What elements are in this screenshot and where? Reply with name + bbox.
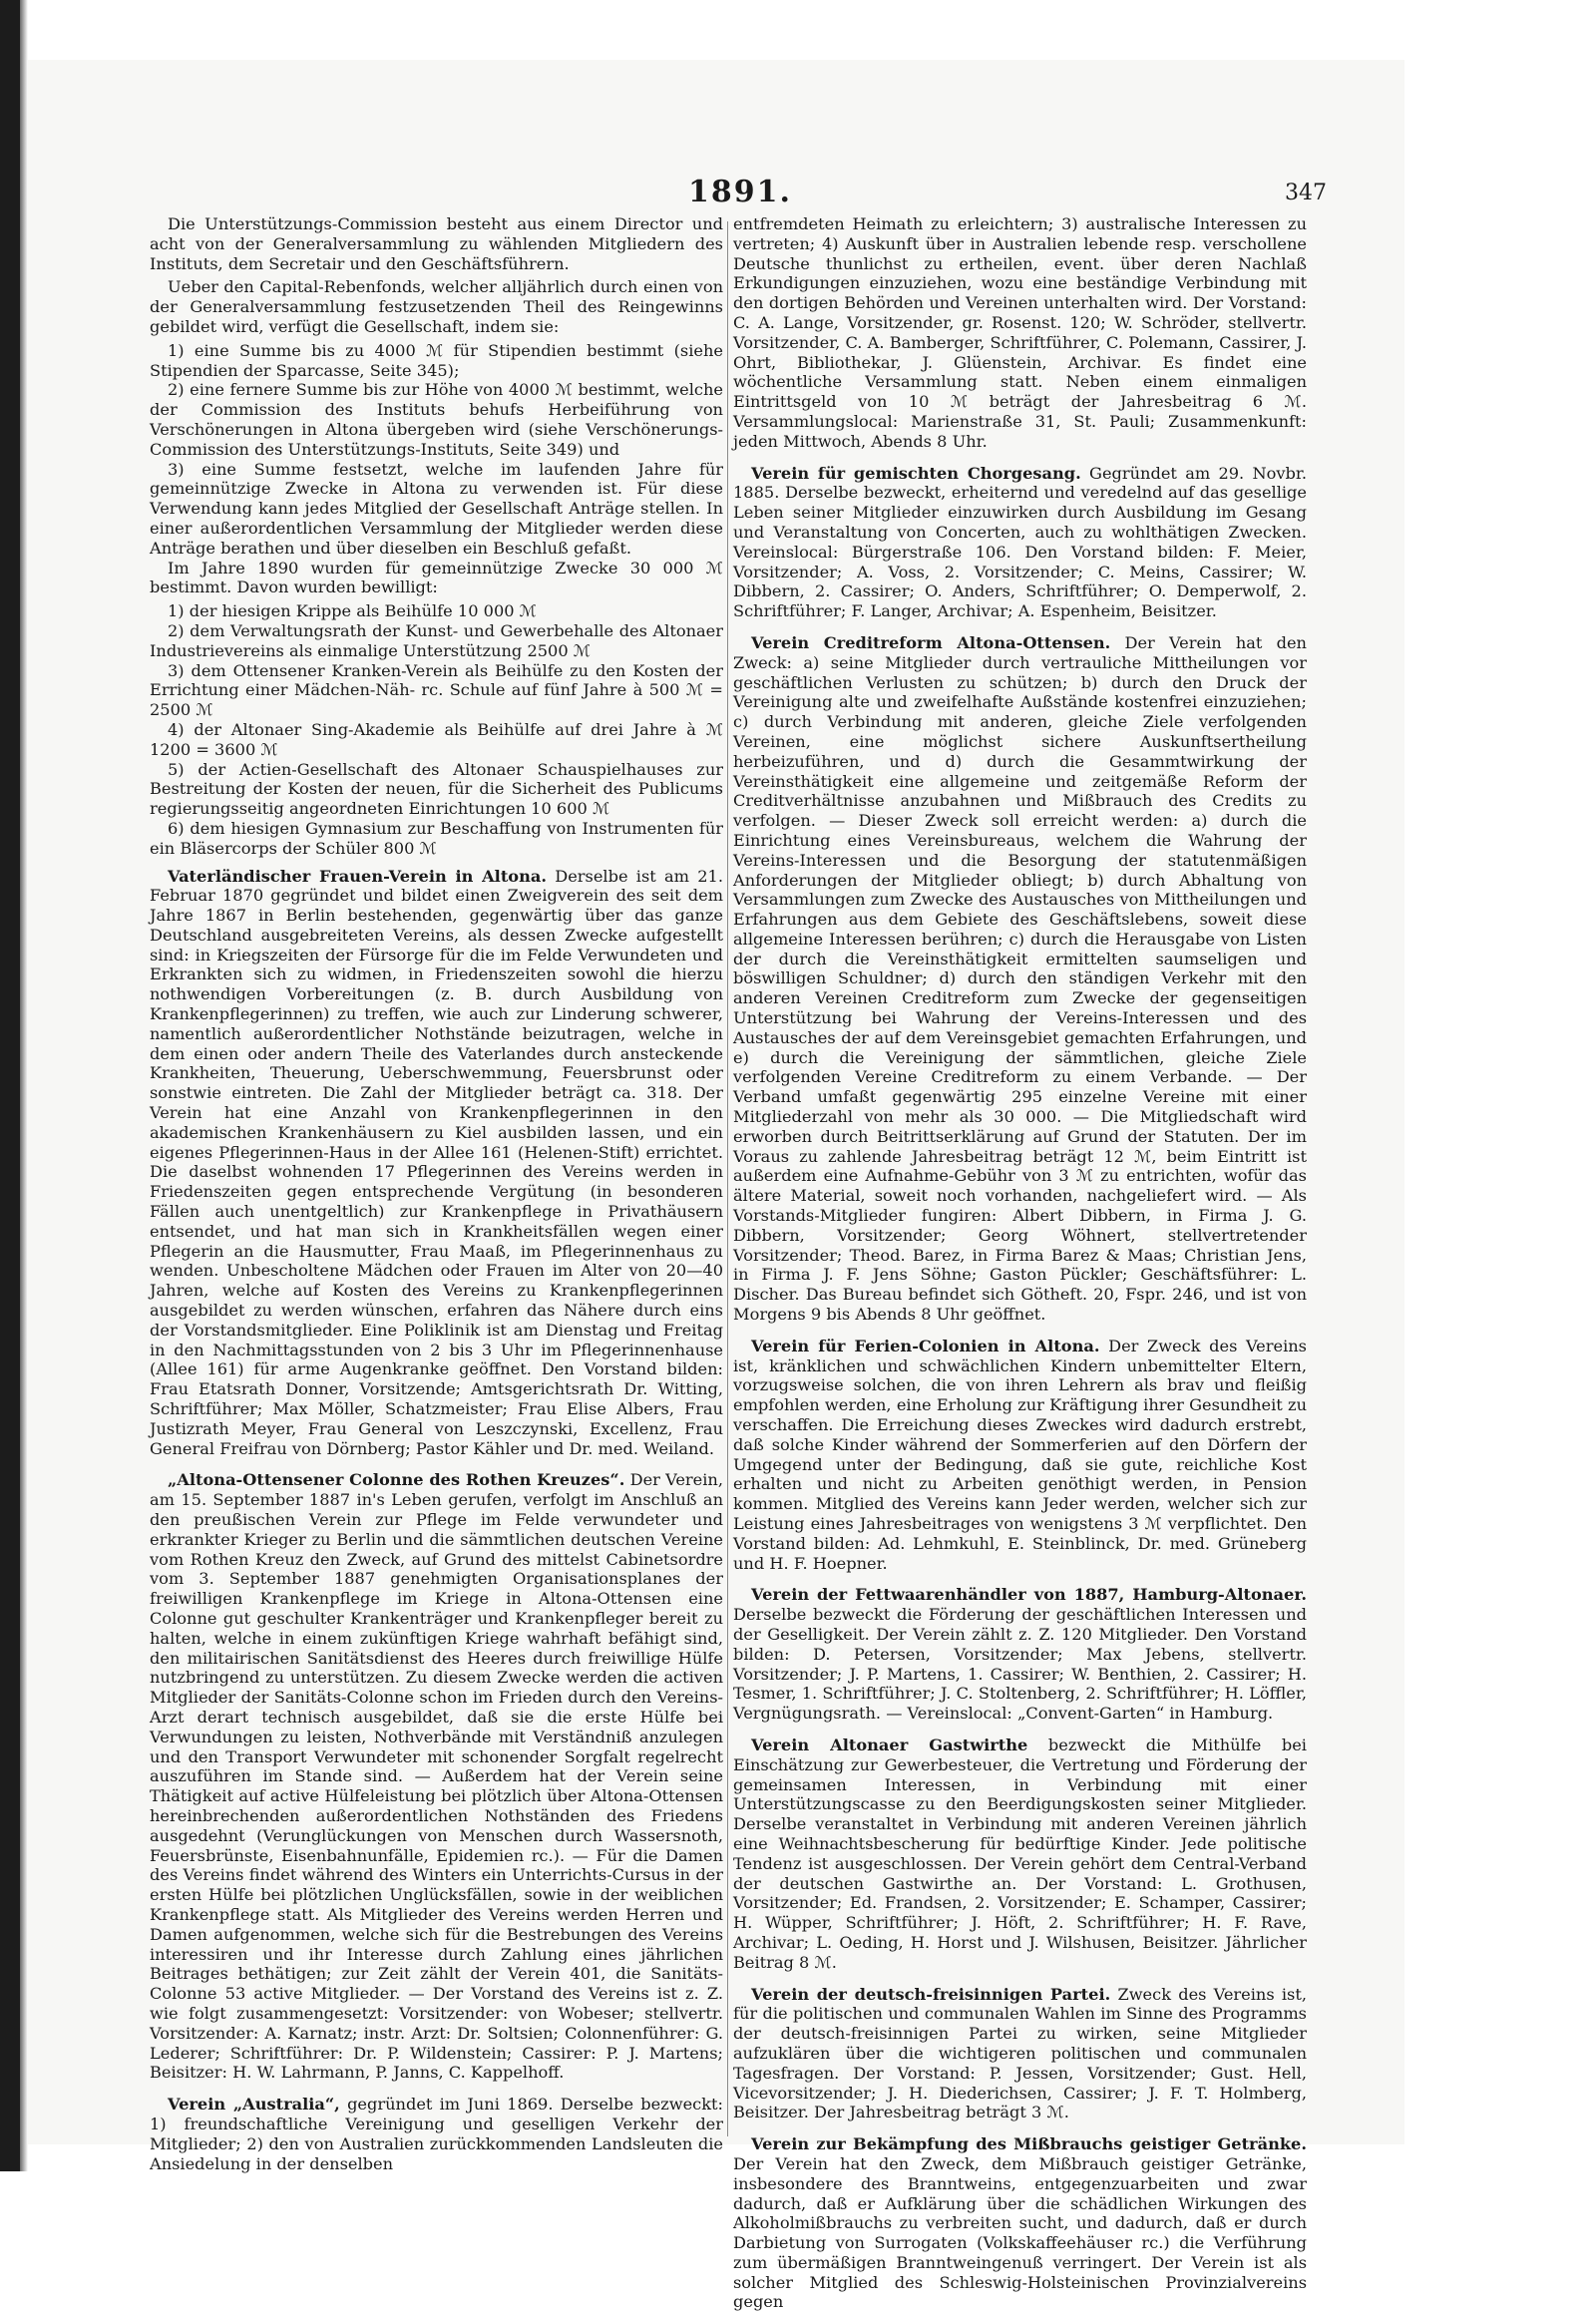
grant-item-6: 6) dem hiesigen Gymnasium zur Beschaffung von Instrumenten für ein Bläsercorps der Schüler 800 ℳ bbox=[150, 818, 723, 858]
left-column bbox=[150, 214, 723, 2173]
frauenverein-entry bbox=[150, 867, 723, 1459]
gastwirthe-title: Verein Altonaer Gastwirthe bbox=[751, 1734, 1028, 1754]
australia-text: gegründet im Juni 1869. Derselbe bezweckt: 1) freundschaftliche Vereinigung und geselligen Verkehr der Mitglieder; 2) den von Australien zurückkommenden Landsleuten die Ansiedelung in der denselben bbox=[150, 2095, 723, 2173]
page-header bbox=[150, 175, 1327, 214]
spacer bbox=[150, 2087, 723, 2095]
colonne-text: Der Verein, am 15. September 1887 in's Leben gerufen, verfolgt im Anschluß an den preußischen Verein zur Pflege im Felde verwundeter und erkrankter Krieger zu Berlin und die sämmtlichen deutschen Vereine vom Rothen Kreuz den Zweck, auf Grund des mittelst Cabinetsordre vom 3. September 1887 genehmigten Organisationsplanes der freiwilligen Krankenpflege im Kriege in Altona-Ottensen eine Colonne gut geschulter Krankenträger und Krankenpfleger bereit zu halten, welche in einem zukünftigen Kriege wahrhaft befähigt sind, den militairischen Sanitätsdienst des Heeres durch freiwillige Hülfe nutzbringend zu unterstützen. Zu diesem Zwecke werden die activen Mitglieder der Sanitäts-Colonne schon im Frieden durch den Vereins-Arzt derart technisch ausgebildet, daß sie die erste Hülfe bei Verwundungen zu leisten, Nothverbände mit Verständniß anzulegen und den Transport Verwundeter mit schonender Sorgfalt regelrecht auszuführen im Stande sind. — Außerdem hat der Verein seine Thätigkeit auf active Hülfeleistung bei plötzlich über Altona-Ottensen hereinbrechenden außerordentlichen Nothständen des Friedens ausgedehnt (Verunglückungen von Menschen durch Wassersnoth, Feuersbrünste, Eisenbahnunfälle, Epidemien rc.). — Für die Damen des Vereins findet während des Winters ein Unterrichts-Cursus in der ersten Hülfe bei plötzlichen Unglücksfällen, sowie in der weiblichen Krankenpflege statt. Als Mitglieder des Vereins werden Herren und Damen aufgenommen, welche sich für die Bestrebungen des Vereins interessiren und ihr Interesse durch Zahlung eines jährlichen Beitrages bethätigen; zur Zeit zählt der Verein 401, die Sanitäts-Colonne 53 active Mitglieder. — Der Vorstand des Vereins ist z. Z. wie folgt zusammengesetzt: Vorsitzender: von Wobeser; stellvertr. Vorsitzender: A. Karnatz; instr. Arzt: Dr. Soltsien; Colonnenführer: G. Lederer; Schriftführer: Dr. P. Wildenstein; Cassirer: P. J. Martens; Beisitzer: H. W. Lahrmann, P. Janns, C. Kappelhoff. bbox=[150, 1470, 723, 2083]
frauenverein-title: Vaterländischer Frauen-Verein in Altona. bbox=[168, 866, 547, 886]
missbrauch-entry bbox=[733, 2134, 1307, 2312]
ferien-entry bbox=[733, 1337, 1307, 1574]
grant-item-2: 2) dem Verwaltungsrath der Kunst- und Gewerbehalle des Altonaer Industrievereins als einmalige Unterstützung 2500 ℳ bbox=[150, 620, 723, 660]
right-column bbox=[733, 214, 1307, 2312]
spacer bbox=[733, 456, 1307, 464]
year-1890-paragraph: Im Jahre 1890 wurden für gemeinnützige Zwecke 30 000 ℳ bestimmt. Davon wurden bewilligt: bbox=[150, 558, 723, 597]
chorgesang-text: Gegründet am 29. Novbr. 1885. Derselbe bezweckt, erheiternd und veredelnd auf das gesellige Leben seiner Mitglieder einzuwirken durch Ausbildung im Gesang und Veranstaltung von Concerten, auch zu wohlthätigen Zwecken. Vereinslocal: Bürgerstraße 106. Den Vorstand bilden: F. Meier, Vorsitzender; A. Voss, 2. Vorsitzender; C. Meins, Cassirer; W. Dibbern, 2. Cassirer; O. Anders, Schriftführer; O. Demperwolf, 2. Schriftführer; F. Langer, Archivar; A. Espenheim, Beisitzer. bbox=[733, 463, 1307, 621]
fund-item-2: 2) eine fernere Summe bis zur Höhe von 4000 ℳ bestimmt, welche der Commission des Instituts behufs Herbeiführung von Verschönerungen in Altona übergeben wird (siehe Verschönerungs-Commission des Unterstützungs-Instituts, Seite 349) und bbox=[150, 380, 723, 459]
ferien-title: Verein für Ferien-Colonien in Altona. bbox=[751, 1336, 1100, 1355]
colonne-title: „Altona-Ottensener Colonne des Rothen Kreuzes“. bbox=[168, 1470, 625, 1490]
binding-shadow bbox=[20, 0, 28, 2171]
fettwaaren-title: Verein der Fettwaarenhändler von 1887, Hamburg-Altonaer. bbox=[751, 1585, 1307, 1605]
fettwaaren-text: Derselbe bezweckt die Förderung der geschäftlichen Interessen und der Geselligkeit. Der Verein zählt z. Z. 120 Mitglieder. Den Vorstand bilden: D. Petersen, Vorsitzender; Max Jebens, stellvertr. Vorsitzender; J. P. Martens, 1. Cassirer; W. Benthien, 2. Cassirer; H. Tesmer, 1. Schriftführer; J. C. Stoltenberg, 2. Schriftführer; H. Löffler, Vergnügungsrath. — Vereinslocal: „Convent-Garten“ in Hamburg. bbox=[733, 1605, 1307, 1724]
spacer bbox=[150, 859, 723, 867]
freisinnig-entry bbox=[733, 1985, 1307, 2123]
gastwirthe-entry bbox=[733, 1735, 1307, 1973]
chorgesang-title: Verein für gemischten Chorgesang. bbox=[751, 463, 1081, 483]
missbrauch-text: Der Verein hat den Zweck, dem Mißbrauch geistiger Getränke, insbesondere des Branntweins, entgegenzuarbeiten und zwar dadurch, daß er Aufklärung über die schädlichen Wirkungen des Alkoholmißbrauchs zu verbreiten sucht, und dadurch, daß er durch Darbietung von Surrogaten (Volkskaffeehäuser rc.) die Verführung zum übermäßigen Branntweingenuß verringert. Der Verein ist als solcher Mitglied des Schleswig-Holsteinischen Provinzialvereins gegen bbox=[733, 2153, 1307, 2312]
grant-item-5: 5) der Actien-Gesellschaft des Altonaer Schauspielhauses zur Bestreitung der Kosten der neuen, für die Sicherheit des Publicums regierungsseitig angeordneten Einrichtungen 10 600 ℳ bbox=[150, 759, 723, 819]
missbrauch-title: Verein zur Bekämpfung des Mißbrauchs geistiger Getränke. bbox=[751, 2134, 1307, 2154]
creditreform-entry bbox=[733, 633, 1307, 1325]
grant-item-4: 4) der Altonaer Sing-Akademie als Beihülfe auf drei Jahre à ℳ 1200 = 3600 ℳ bbox=[150, 719, 723, 759]
creditreform-title: Verein Creditreform Altona-Ottensen. bbox=[751, 632, 1111, 652]
spacer bbox=[733, 2126, 1307, 2134]
grant-item-3: 3) dem Ottensener Kranken-Verein als Beihülfe zu den Kosten der Errichtung einer Mädchen-Näh- rc. Schule auf fünf Jahre à 500 ℳ = 2500 ℳ bbox=[150, 660, 723, 720]
freisinnig-text: Zweck des Vereins ist, für die politischen und communalen Wahlen im Sinne des Programms der deutsch-freisinnigen Partei zu wirken, seine Mitglieder aufzuklären über die wichtigeren politischen und communalen Tagesfragen. Der Vorstand: P. Jessen, Vorsitzender; Gust. Hell, Vicevorsitzender; J. H. Diederichsen, Cassirer; J. F. T. Holmberg, Beisitzer. Der Jahresbeitrag beträgt 3 ℳ. bbox=[733, 1984, 1307, 2122]
header-year: 1891. bbox=[688, 175, 792, 209]
australia-continuation: entfremdeten Heimath zu erleichtern; 3) australische Interessen zu vertreten; 4) Auskunft über in Australien lebende resp. verschollene Deutsche thunlichst zu ertheilen, event. über deren Nachlaß Erkundigungen einzuziehen, wozu eine beständige Verbindung mit den dortigen Behörden und Vereinen unterhalten wird. Der Vorstand: C. A. Lange, Vorsitzender, gr. Rosenst. 120; W. Schröder, stellvertr. Vorsitzender, C. A. Bamberger, Schriftführer, C. Polemann, Cassirer, J. Ohrt, Bibliothekar, J. Glüenstein, Archivar. Es findet eine wöchentliche Versammlung statt. Neben einem einmaligen Eintrittsgeld von 10 ℳ beträgt der Jahresbeitrag 6 ℳ. Versammlungslocal: Marienstraße 31, St. Pauli; Zusammenkunft: jeden Mittwoch, Abends 8 Uhr. bbox=[733, 214, 1307, 451]
spacer bbox=[733, 625, 1307, 633]
fund-item-3: 3) eine Summe festsetzt, welche im laufenden Jahre für gemeinnützige Zwecke in Altona zu verwenden ist. Für diese Verwendung kann jedes Mitglied der Gesellschaft Anträge stellen. In einer außerordentlichen Versammlung der Mitglieder werden diese Anträge berathen und über dieselben ein Beschluß gefaßt. bbox=[150, 459, 723, 558]
page-number: 347 bbox=[1285, 181, 1327, 205]
colonne-entry bbox=[150, 1470, 723, 2083]
fettwaaren-entry bbox=[733, 1585, 1307, 1724]
capital-fund-paragraph: Ueber den Capital-Rebenfonds, welcher alljährlich durch einen von der Generalversammlung festzusetzenden Theil des Reingewinns gebildet wird, verfügt die Gesellschaft, indem sie: bbox=[150, 277, 723, 336]
gastwirthe-text: bezweckt die Mithülfe bei Einschätzung zur Gewerbesteuer, die Vertretung und Förderung der gemeinsamen Interessen, in Verbindung mit einer Unterstützungscasse zu den Beerdigungskosten seiner Mitglieder. Derselbe veranstaltet in Verbindung mit anderen Vereinen jährlich eine Weihnachtsbescherung für bedürftige Kinder. Jede politische Tendenz ist ausgeschlossen. Der Verein gehört dem Central-Verband der deutschen Gastwirthe an. Der Vorstand: L. Grothusen, Vorsitzender; Ed. Frandsen, 2. Vorsitzender; E. Schamper, Cassirer; H. Wüpper, Schriftführer; J. Höft, 2. Schriftführer; H. F. Rave, Archivar; L. Oeding, H. Horst und J. Wilshusen, Beisitzer. Jährlicher Beitrag 8 ℳ. bbox=[733, 1734, 1307, 1972]
spacer bbox=[733, 1329, 1307, 1337]
fund-item-1: 1) eine Summe bis zu 4000 ℳ für Stipendien bestimmt (siehe Stipendien der Sparcasse, Seite 345); bbox=[150, 340, 723, 380]
creditreform-text: Der Verein hat den Zweck: a) seine Mitglieder durch vertrauliche Mittheilungen vor geschäftlichen Verlusten zu schützen; b) durch den Druck der Vereinigung alte und zweifelhafte Außstände kostenfrei einzuziehen; c) durch Verbindung mit anderen, gleiche Ziele verfolgenden Vereinen, eine möglichst sichere Auskunftsertheilung herbeizuführen, und d) durch die Gesammtwirkung der Vereinsthätigkeit eine allgemeine und zeitgemäße Reform der Creditverhältnisse anzubahnen und Mißbrauch des Credits zu verfolgen. — Dieser Zweck soll erreicht werden: a) durch die Einrichtung eines Vereinsbureaus, welchem die Wahrung der Vereins-Interessen und die Besorgung der statutenmäßigen Anforderungen der Mitglieder obliegt; b) durch Abhaltung von Versammlungen zum Zwecke des Austausches von Mittheilungen und Erfahrungen aus dem Gebiete des Geschäftslebens, soweit diese allgemeine Interessen berühren; c) durch die Herausgabe von Listen der durch die Vereinsthätigkeit ermittelten saumseligen und böswilligen Schuldner; d) durch den ständigen Verkehr mit den anderen Vereinen Creditreform zum Zwecke der gegenseitigen Unterstützung bei Wahrung der Vereins-Interessen und des Austausches der auf dem Vereinsgebiet gemachten Erfahrungen, und e) durch die Vereinigung der sämmtlichen, gleiche Ziele verfolgenden Vereine Creditreform zu einem Verbande. — Der Verband umfaßt gegenwärtig 295 einzelne Vereine mit einer Mitgliederzahl von mehr als 30 000. — Die Mitgliedschaft wird erworben durch Beitrittserklärung auf Grund der Statuten. Der im Voraus zu zahlende Jahresbeitrag beträgt 12 ℳ, beim Eintritt ist außerdem eine Aufnahme-Gebühr von 3 ℳ zu entrichten, wofür das ältere Material, soweit noch vorhanden, nachgeliefert wird. — Als Vorstands-Mitglieder fungiren: Albert Dibbern, in Firma J. G. Dibbern, Vorsitzender; Georg Wöhnert, stellvertretender Vorsitzender; Theod. Barez, in Firma Barez & Maas; Christian Jens, in Firma J. F. Jens Söhne; Gaston Pückler; Geschäftsführer: L. Discher. Das Bureau befindet sich Götheft. 20, Fspr. 246, und ist von Morgens 9 bis Abends 8 Uhr geöffnet. bbox=[733, 632, 1307, 1325]
australia-entry bbox=[150, 2095, 723, 2173]
ferien-text: Der Zweck des Vereins ist, kränklichen und schwächlichen Kindern unbemittelter Eltern, vorzugsweise solchen, die von ihren Lehrern als brav und fleißig empfohlen werden, eine Erholung zur Kräftigung ihrer Gesundheit zu verschaffen. Die Erreichung dieses Zweckes wird dadurch erstrebt, daß solche Kinder während der Sommerferien auf den Dörfern der Umgegend unter der Bedingung, daß sie gute, reichliche Kost erhalten und nicht zu Arbeiten genöthigt werden, in Pension kommen. Mitglied des Vereins kann Jeder werden, welcher sich zur Leistung eines Jahresbeitrages von wenigstens 3 ℳ verpflichtet. Den Vorstand bilden: Ad. Lehmkuhl, E. Steinblinck, Dr. med. Grüneberg und H. F. Hoepner. bbox=[733, 1336, 1307, 1573]
grant-item-1: 1) der hiesigen Krippe als Beihülfe 10 000 ℳ bbox=[168, 601, 537, 621]
book-binding-edge bbox=[0, 0, 20, 2171]
chorgesang-entry bbox=[733, 464, 1307, 621]
spacer bbox=[150, 1462, 723, 1470]
intro-paragraph: Die Unterstützungs-Commission besteht aus einem Director und acht von der Generalversammlung zu wählenden Mitgliedern des Instituts, dem Secretair und den Geschäftsführern. bbox=[150, 214, 723, 273]
australia-title: Verein „Australia“, bbox=[168, 2095, 340, 2115]
freisinnig-title: Verein der deutsch-freisinnigen Partei. bbox=[751, 1984, 1111, 2004]
spacer bbox=[733, 1577, 1307, 1585]
spacer bbox=[733, 1728, 1307, 1735]
column-divider bbox=[727, 221, 728, 2136]
frauenverein-text: Derselbe ist am 21. Februar 1870 gegründet und bildet einen Zweigverein des seit dem Jahre 1867 in Berlin bestehenden, gegenwärtig über das ganze Deutschland ausgebreiteten Vereins, als dessen Zwecke aufgestellt sind: in Kriegszeiten der Fürsorge für die im Felde Verwundeten und Erkrankten sich zu widmen, in Friedenszeiten sowohl die hierzu nothwendigen Vorbereitungen (z. B. durch Ausbildung von Krankenpflegerinnen) zu treffen, wie auch zur Linderung schwerer, namentlich außerordentlicher Nothstände beizutragen, welche in dem einen oder andern Theile des Vaterlandes durch ansteckende Krankheiten, Theuerung, Ueberschwemmung, Feuersbrunst oder sonstwie eintreten. Die Zahl der Mitglieder beträgt ca. 318. Der Verein hat eine Anzahl von Krankenpflegerinnen in den akademischen Krankenhäusern zu Kiel ausbilden lassen, und ein eigenes Pflegerinnen-Haus in der Allee 161 (Helenen-Stift) errichtet. Die daselbst wohnenden 17 Pflegerinnen des Vereins werden in Friedenszeiten gegen entsprechende Vergütung (in besonderen Fällen auch unentgeltlich) zur Krankenpflege in Privathäusern entsendet, und hat man sich in Krankheitsfällen wegen einer Pflegerin an die Hausmutter, Frau Maaß, im Pflegerinnenhaus zu wenden. Unbescholtene Mädchen oder Frauen im Alter von 20—40 Jahren, welche auf Kosten des Vereins zu Krankenpflegerinnen ausgebildet zu werden wünschen, erfahren das Nähere durch eins der Vorstandsmitglieder. Eine Poliklinik ist am Dienstag und Freitag in den Nachmittagsstunden von 2 bis 3 Uhr im Pflegerinnenhause (Allee 161) für arme Augenkranke geöffnet. Den Vorstand bilden: Frau Etatsrath Donner, Vorsitzende; Amtsgerichtsrath Dr. Witting, Schriftführer; Max Möller, Schatzmeister; Frau Elise Albers, Frau Justizrath Meyer, Frau General von Leszczynski, Excellenz, Frau General Freifrau von Dörnberg; Pastor Kähler und Dr. med. Weiland. bbox=[150, 866, 723, 1458]
spacer bbox=[733, 1977, 1307, 1985]
